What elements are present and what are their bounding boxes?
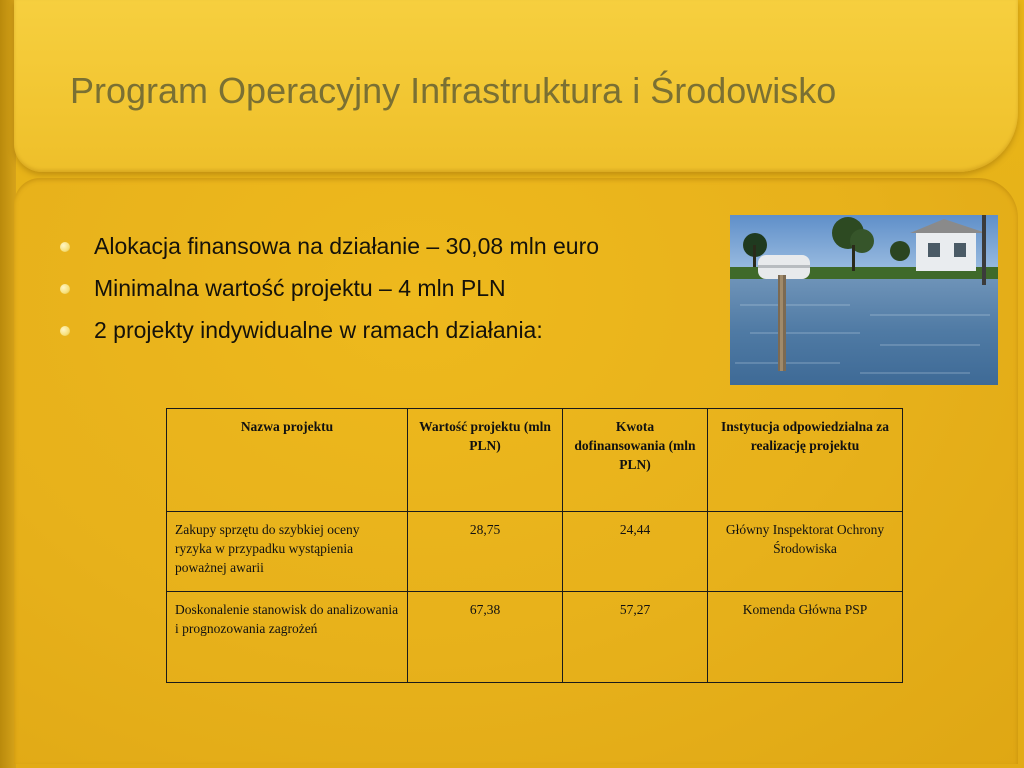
- flood-photo-image: [730, 215, 998, 385]
- bullet-item: [58, 312, 599, 354]
- table-row: [167, 592, 903, 683]
- bullet-icon: [60, 242, 70, 252]
- bullet-item: [58, 228, 599, 270]
- cell-cofinancing: 57,27: [563, 592, 708, 683]
- cell-project-value: 67,38: [408, 592, 563, 683]
- table-row: [167, 512, 903, 592]
- header-cell-value: Wartość projektu (mln PLN): [408, 409, 563, 512]
- header-cell-cofinancing: Kwota dofinansowania (mln PLN): [563, 409, 708, 512]
- bullet-icon: [60, 326, 70, 336]
- bullet-text: 2 projekty indywidualne w ramach działania:: [94, 317, 543, 343]
- bullet-item: [58, 270, 599, 312]
- table-header-row: [167, 409, 903, 512]
- bullet-list: [58, 228, 599, 354]
- bullet-text: Minimalna wartość projektu – 4 mln PLN: [94, 275, 506, 301]
- projects-table: [166, 408, 903, 683]
- cell-project-name: Doskonalenie stanowisk do analizowania i prognozowania zagrożeń: [167, 592, 408, 683]
- cell-institution: Komenda Główna PSP: [708, 592, 903, 683]
- cell-cofinancing: 24,44: [563, 512, 708, 592]
- bullet-text: Alokacja finansowa na działanie – 30,08 mln euro: [94, 233, 600, 259]
- header-cell-institution: Instytucja odpowiedzialna za realizację projektu: [708, 409, 903, 512]
- slide-title: Program Operacyjny Infrastruktura i Środowisko: [70, 70, 837, 111]
- bullet-icon: [60, 284, 70, 294]
- cell-project-name: Zakupy sprzętu do szybkiej oceny ryzyka w przypadku wystąpienia poważnej awarii: [167, 512, 408, 592]
- header-cell-name: Nazwa projektu: [167, 409, 408, 512]
- flood-photo: [730, 215, 998, 385]
- cell-project-value: 28,75: [408, 512, 563, 592]
- cell-institution: Główny Inspektorat Ochrony Środowiska: [708, 512, 903, 592]
